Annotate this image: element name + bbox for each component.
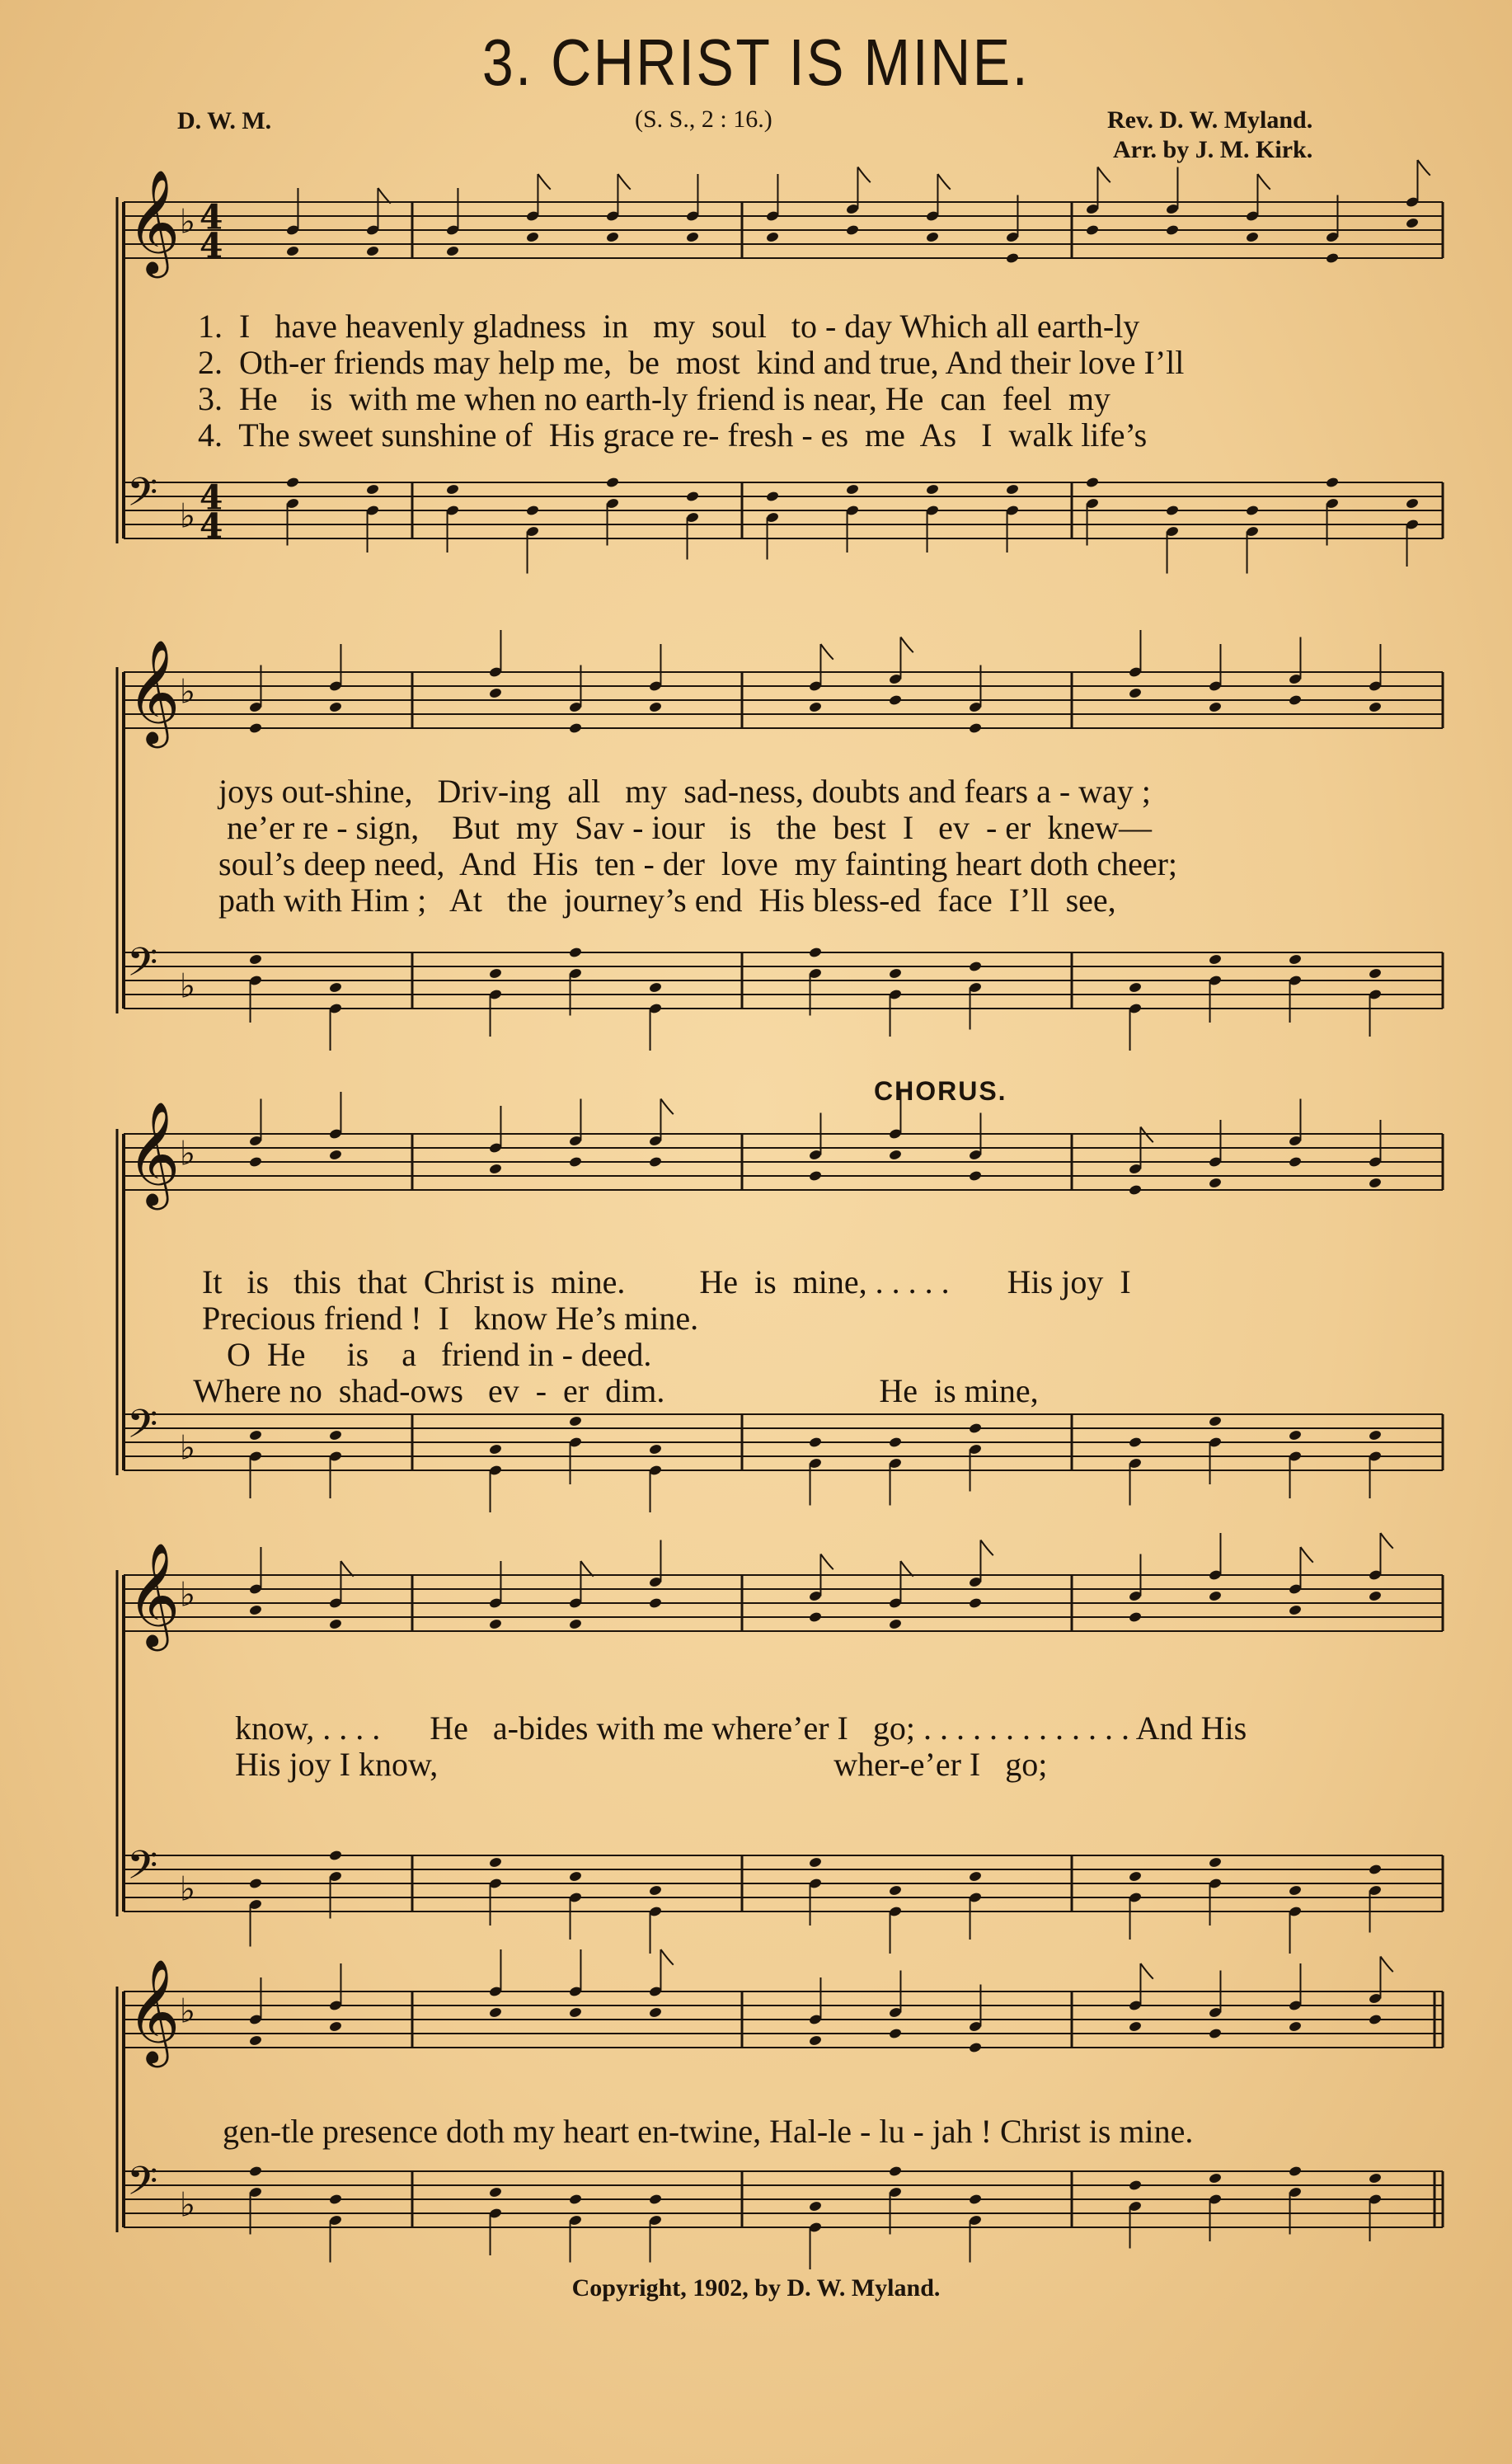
note-head — [1369, 1177, 1383, 1188]
note-head — [1209, 953, 1223, 965]
treble-staff — [124, 1542, 1443, 1652]
note-head — [1086, 224, 1100, 236]
note-head — [809, 947, 823, 958]
note-head — [329, 2194, 343, 2205]
treble-clef-icon: 𝄞 — [127, 1101, 181, 1206]
note-head — [649, 1443, 663, 1455]
note-head — [1129, 1870, 1143, 1882]
note-head — [1289, 953, 1303, 965]
note-head — [969, 1422, 983, 1434]
hymn-title-text: CHRIST IS MINE. — [551, 26, 1031, 99]
note-head — [1289, 1884, 1303, 1896]
bass-staff — [124, 468, 1443, 546]
note-group — [249, 2165, 1383, 2269]
chorus-line-2: Precious friend ! I know He’s mine. — [185, 1300, 699, 1337]
note-head — [286, 477, 300, 488]
bass-staff — [124, 938, 1443, 1009]
note-head — [329, 1429, 343, 1441]
note-group — [286, 160, 1430, 264]
treble-clef-icon: 𝄞 — [127, 1959, 181, 2064]
note-head — [366, 245, 380, 256]
note-head — [1166, 224, 1180, 236]
note-head — [569, 2006, 583, 2018]
composer-initials: D. W. M. — [177, 107, 272, 134]
note-head — [1209, 1177, 1223, 1188]
note-head — [969, 1597, 983, 1609]
note-head — [809, 2200, 823, 2212]
note-head — [926, 231, 940, 242]
note-head — [569, 2194, 583, 2205]
verse-line-2: 2. Oth-er friends may help me, be most kind and true, And their love I’ll — [198, 344, 1185, 381]
note-head — [569, 1870, 583, 1882]
note-head — [446, 245, 460, 256]
note-head — [249, 953, 263, 965]
note-head — [606, 477, 620, 488]
note-head — [766, 231, 780, 242]
note-head — [569, 722, 583, 734]
note-head — [249, 1429, 263, 1441]
treble-staff — [124, 1101, 1443, 1211]
note-flag — [340, 1561, 353, 1577]
note-head — [889, 1437, 903, 1448]
treble-clef-icon: 𝄞 — [127, 1542, 181, 1648]
bass-clef-icon: 𝄢 — [127, 938, 158, 995]
scripture-reference: (S. S., 2 : 16.) — [635, 106, 772, 133]
note-flag — [617, 174, 630, 190]
note-head — [1166, 505, 1180, 516]
note-head — [889, 694, 903, 706]
note-head — [1209, 1590, 1223, 1601]
verse-line-4: path with Him ; At the journey’s end His bless-ed face I’ll see, — [218, 882, 1116, 919]
note-head — [249, 2165, 263, 2177]
note-head — [846, 224, 860, 236]
note-flag — [857, 167, 870, 183]
time-signature-top: 4 — [200, 477, 223, 518]
note-head — [1369, 1429, 1383, 1441]
note-head — [766, 491, 780, 502]
note-head — [329, 1149, 343, 1160]
note-head — [249, 2034, 263, 2046]
note-head — [526, 231, 540, 242]
note-head — [809, 1437, 823, 1448]
note-head — [649, 701, 663, 712]
note-head — [649, 1156, 663, 1168]
chorus-label: CHORUS. — [874, 1076, 1007, 1106]
note-head — [329, 701, 343, 712]
note-head — [809, 1856, 823, 1868]
note-head — [569, 1156, 583, 1168]
verse-line-4: 4. The sweet sunshine of His grace re- fresh - es me As I walk life’s — [198, 416, 1148, 454]
note-head — [809, 701, 823, 712]
flat-icon: ♭ — [180, 1869, 196, 1909]
chorus-line-5: know, . . . . He a-bides with me where’er I go; . . . . . . . . . . . . . And His — [235, 1709, 1247, 1747]
note-flag — [378, 188, 390, 204]
note-head — [1086, 477, 1100, 488]
time-signature-bottom: 4 — [200, 226, 223, 266]
note-head — [1209, 701, 1223, 712]
note-head — [489, 1163, 503, 1174]
hymn-title — [114, 25, 1399, 101]
note-head — [1289, 1604, 1303, 1615]
bass-clef-icon: 𝄢 — [127, 1400, 158, 1457]
author-credit: Rev. D. W. Myland. — [1107, 106, 1313, 134]
note-head — [489, 967, 503, 979]
note-flag — [900, 1561, 913, 1577]
note-head — [249, 1604, 263, 1615]
note-head — [969, 1870, 983, 1882]
treble-clef-icon: 𝄞 — [127, 169, 181, 275]
note-head — [329, 981, 343, 993]
note-head — [329, 1618, 343, 1629]
note-head — [1129, 981, 1143, 993]
bass-staff — [124, 1841, 1443, 1911]
note-head — [1289, 2165, 1303, 2177]
flat-icon: ♭ — [180, 1133, 196, 1173]
note-head — [889, 967, 903, 979]
note-head — [489, 2006, 503, 2018]
bass-clef-icon: 𝄢 — [127, 468, 158, 525]
note-head — [1406, 497, 1420, 509]
note-head — [889, 1149, 903, 1160]
note-head — [649, 981, 663, 993]
credits — [1064, 106, 1312, 165]
bass-clef-icon: 𝄢 — [127, 2157, 158, 2214]
note-head — [489, 1856, 503, 1868]
flat-icon: ♭ — [180, 2184, 196, 2225]
note-group — [249, 1850, 1383, 1954]
note-head — [1369, 967, 1383, 979]
note-head — [1369, 701, 1383, 712]
note-head — [686, 231, 700, 242]
note-flag — [900, 637, 913, 653]
note-head — [249, 1878, 263, 1889]
verse-line-1: 1. I have heavenly gladness in my soul to - day Which all earth-ly — [198, 308, 1140, 345]
note-head — [366, 483, 380, 495]
note-head — [489, 1618, 503, 1629]
note-head — [889, 2028, 903, 2039]
chorus-line-4: Where no shad-ows ev - er dim. He is mine, — [185, 1372, 1039, 1409]
note-head — [969, 722, 983, 734]
flat-icon: ♭ — [180, 496, 196, 536]
flat-icon: ♭ — [180, 1991, 196, 2031]
note-flag — [1097, 167, 1110, 183]
note-head — [1129, 2020, 1143, 2032]
note-head — [446, 483, 460, 495]
bass-clef-icon: 𝄢 — [127, 1841, 158, 1898]
note-head — [1326, 252, 1340, 264]
treble-staff — [124, 169, 1443, 279]
note-head — [1369, 2014, 1383, 2025]
note-flag — [580, 1561, 593, 1577]
note-head — [1129, 1437, 1143, 1448]
verse-line-3: soul’s deep need, And His ten - der love my fainting heart doth cheer; — [218, 845, 1178, 882]
bass-staff — [124, 2157, 1443, 2227]
note-head — [969, 2042, 983, 2053]
note-head — [649, 1597, 663, 1609]
flat-icon: ♭ — [180, 1427, 196, 1468]
note-flag — [937, 174, 950, 190]
note-head — [329, 2020, 343, 2032]
chorus-line-6: His joy I know, wher-e’er I go; — [235, 1746, 1048, 1783]
note-head — [526, 505, 540, 516]
note-head — [686, 491, 700, 502]
note-head — [1369, 2172, 1383, 2184]
note-flag — [660, 1099, 673, 1115]
note-head — [489, 2186, 503, 2198]
note-head — [926, 483, 940, 495]
note-head — [1246, 505, 1260, 516]
chorus-line-1: It is this that Christ is mine. He is mine, . . . . . His joy I — [185, 1263, 1131, 1300]
bass-staff — [124, 1400, 1443, 1470]
flat-icon: ♭ — [180, 671, 196, 712]
note-group — [249, 1415, 1383, 1512]
note-head — [1289, 1429, 1303, 1441]
note-head — [1006, 483, 1020, 495]
arranger-credit: Arr. by J. M. Kirk. — [1113, 136, 1313, 163]
note-flag — [820, 1554, 833, 1570]
note-head — [1209, 1415, 1223, 1427]
note-head — [249, 722, 263, 734]
hymn-number: 3. — [481, 26, 533, 99]
note-head — [1129, 1611, 1143, 1623]
note-head — [1246, 231, 1260, 242]
note-head — [1129, 687, 1143, 698]
note-head — [969, 2194, 983, 2205]
note-head — [969, 1170, 983, 1182]
note-head — [969, 961, 983, 972]
chorus-line-3: O He is a friend in - deed. — [185, 1336, 652, 1373]
note-head — [249, 1156, 263, 1168]
flat-icon: ♭ — [180, 1574, 196, 1615]
note-flag — [538, 174, 550, 190]
note-head — [286, 245, 300, 256]
verse-line-2: ne’er re - sign, But my Sav - iour is the best I ev - er knew— — [218, 809, 1152, 846]
note-head — [489, 687, 503, 698]
note-head — [606, 231, 620, 242]
note-group — [249, 630, 1383, 734]
note-head — [1369, 1590, 1383, 1601]
note-head — [1406, 217, 1420, 228]
note-head — [889, 1884, 903, 1896]
note-head — [1006, 252, 1020, 264]
time-signature-top: 4 — [200, 197, 223, 237]
treble-clef-icon: 𝄞 — [127, 639, 181, 745]
note-head — [649, 2006, 663, 2018]
note-flag — [1417, 160, 1430, 176]
note-head — [1289, 694, 1303, 706]
note-head — [489, 1443, 503, 1455]
note-flag — [1257, 174, 1270, 190]
note-head — [889, 2165, 903, 2177]
flat-icon: ♭ — [180, 201, 196, 242]
note-head — [1209, 1856, 1223, 1868]
note-group — [249, 1092, 1383, 1196]
note-head — [649, 2194, 663, 2205]
note-flag — [820, 644, 833, 660]
verse-line-3: 3. He is with me when no earth-ly friend is near, He can feel my — [198, 380, 1111, 417]
time-signature-bottom: 4 — [200, 506, 223, 547]
note-group — [249, 947, 1383, 1051]
note-head — [329, 1850, 343, 1861]
treble-staff — [124, 639, 1443, 749]
note-head — [809, 1611, 823, 1623]
chorus-line-7: gen-tle presence doth my heart en-twine, Hal-le - lu - jah ! Christ is mine. — [223, 2113, 1194, 2150]
note-head — [569, 1415, 583, 1427]
note-head — [1209, 2172, 1223, 2184]
copyright-notice: Copyright, 1902, by D. W. Myland. — [571, 2274, 941, 2302]
note-head — [1289, 1156, 1303, 1168]
note-head — [1209, 2028, 1223, 2039]
treble-staff — [124, 1959, 1443, 2068]
note-head — [809, 1170, 823, 1182]
note-head — [649, 1884, 663, 1896]
note-head — [1369, 1864, 1383, 1875]
note-head — [809, 2034, 823, 2046]
note-head — [1326, 477, 1340, 488]
note-head — [569, 947, 583, 958]
note-head — [1129, 2180, 1143, 2191]
flat-icon: ♭ — [180, 966, 196, 1006]
note-head — [1289, 2020, 1303, 2032]
note-head — [846, 483, 860, 495]
note-head — [1129, 1184, 1143, 1196]
verse-line-1: joys out-shine, Driv-ing all my sad-ness, doubts and fears a - way ; — [218, 773, 1151, 810]
note-head — [569, 1618, 583, 1629]
note-head — [889, 1618, 903, 1629]
